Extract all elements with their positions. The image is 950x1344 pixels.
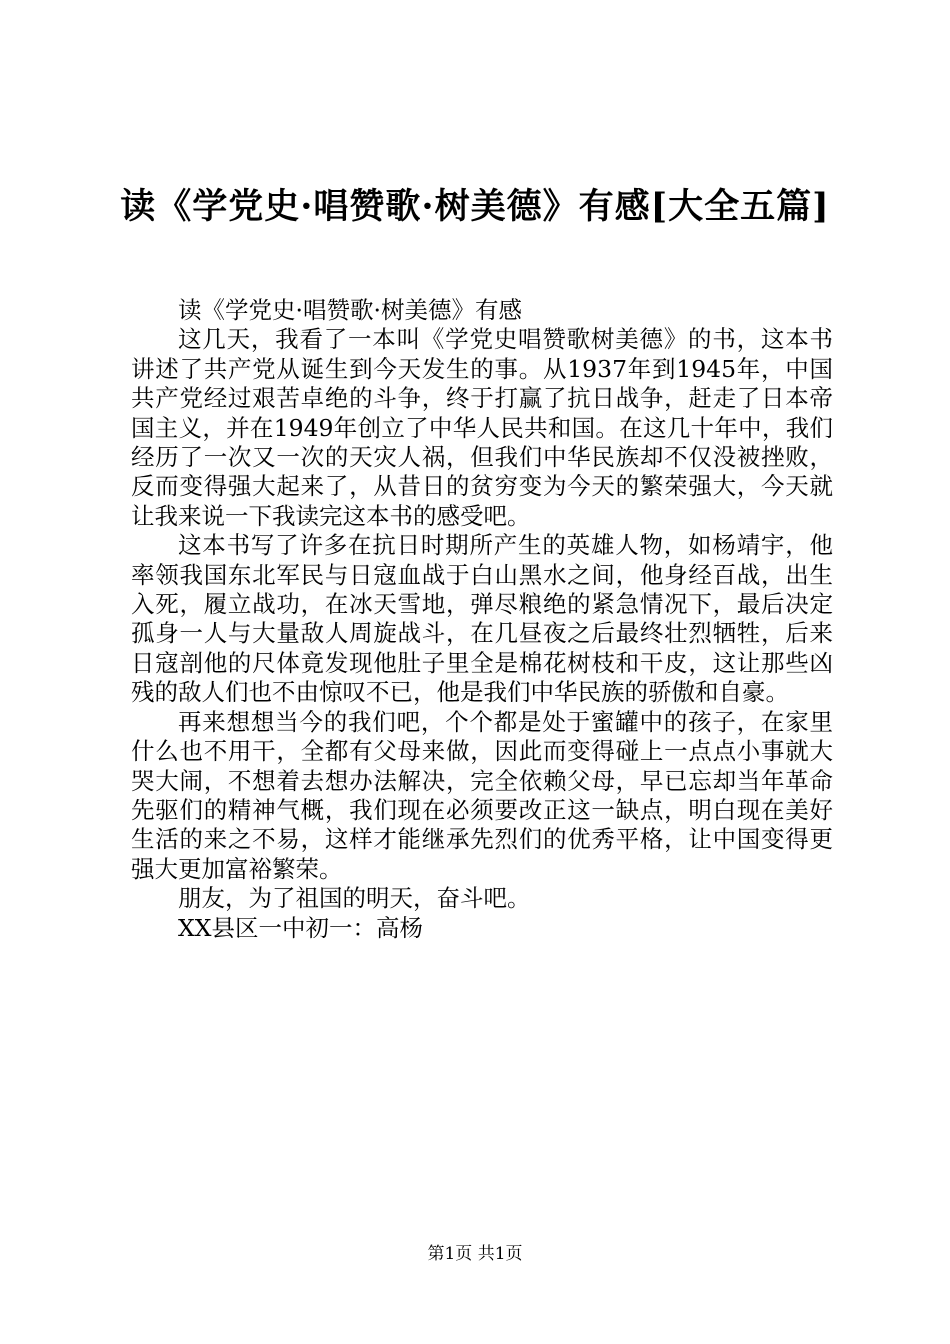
paragraph-subtitle: 读《学党史·唱赞歌·树美德》有感 bbox=[178, 296, 522, 324]
paragraph-author: XX县区一中初一：高杨 bbox=[178, 913, 423, 942]
paragraph-intro: 这几天，我看了一本叫《学党史唱赞歌树美德》的书，这本书讲述了共产党从诞生到今天发生的事。从1937年到1945年，中国共产党经过艰苦卓绝的斗争，终于打赢了抗日战争，赶走了日本帝国主义，并在1949年创立了中华人民共和国。在这几十年中，我们经历了一次又一次的天灾人祸，但我们中华民族却不仅没被挫败，反而变得强大起来了，从昔日的贫穷变为今天的繁荣强大，今天就让我来说一下我读完这本书的感受吧。 bbox=[131, 325, 833, 530]
page-footer: 第1页 共1页 bbox=[427, 1244, 523, 1264]
paragraph-hero: 这本书写了许多在抗日时期所产生的英雄人物，如杨靖宇，他率领我国东北军民与日寇血战于白山黑水之间，他身经百战，出生入死，履立战功，在冰天雪地，弹尽粮绝的紧急情况下，最后决定孤身一人与大量敌人周旋战斗，在几昼夜之后最终壮烈牺牲，后来日寇剖他的尺体竟发现他肚子里全是棉花树枝和干皮，这让那些凶残的敌人们也不由惊叹不已，他是我们中华民族的骄傲和自豪。 bbox=[131, 531, 833, 707]
paragraph-closing: 朋友，为了祖国的明天，奋斗吧。 bbox=[178, 884, 531, 913]
document-body bbox=[131, 296, 833, 943]
document-title: 读《学党史·唱赞歌·树美德》有感[大全五篇] bbox=[120, 186, 830, 227]
paragraph-reflection: 再来想想当今的我们吧，个个都是处于蜜罐中的孩子，在家里什么也不用干，全都有父母来做，因此而变得碰上一点点小事就大哭大闹，不想着去想办法解决，完全依赖父母，早已忘却当年革命先驱们的精神气概，我们现在必须要改正这一缺点，明白现在美好生活的来之不易，这样才能继承先烈们的优秀平格，让中国变得更强大更加富裕繁荣。 bbox=[131, 707, 833, 883]
